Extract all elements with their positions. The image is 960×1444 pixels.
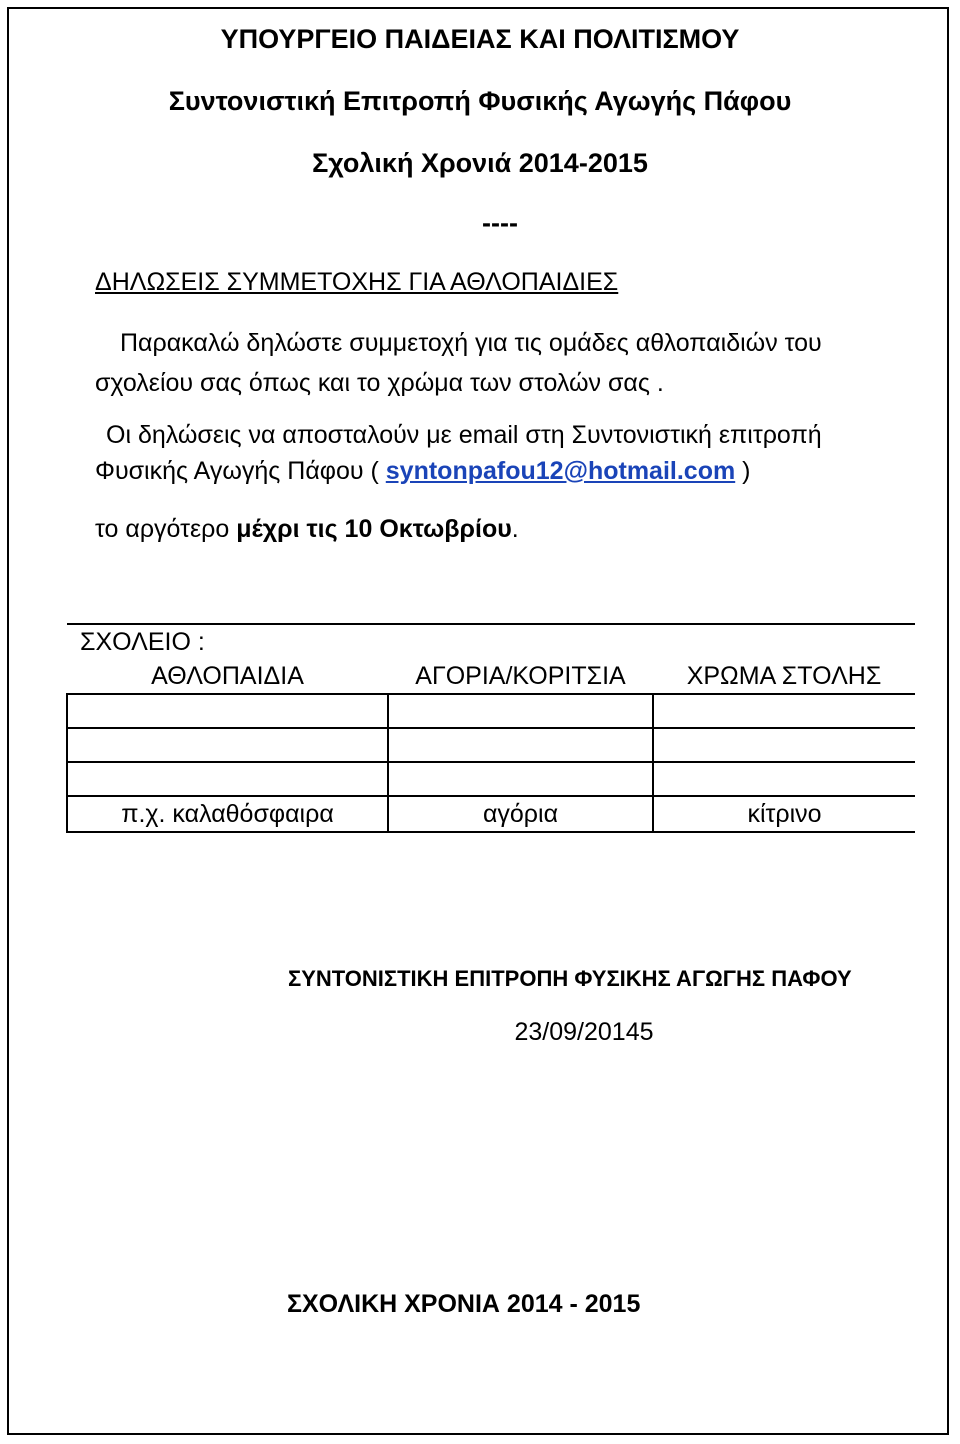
body-line-4: [95, 457, 750, 486]
deadline-text: μέχρι τις 10 Οκτωβρίου: [236, 515, 512, 543]
school-year-title: Σχολική Χρονιά 2014-2015: [312, 148, 648, 178]
body-line-5-suffix: .: [511, 515, 519, 543]
footer-date: 23/09/20145: [514, 1018, 654, 1046]
table-row: [67, 762, 915, 796]
separator: ----: [482, 208, 518, 238]
gender-cell[interactable]: [388, 694, 653, 728]
footer-school-year: ΣΧΟΛΙΚΗ ΧΡΟΝΙΑ 2014 - 2015: [287, 1290, 641, 1318]
gender-cell[interactable]: [388, 762, 653, 796]
example-uniform-color: κίτρινο: [653, 796, 915, 832]
column-header-gender: ΑΓΟΡΙΑ/ΚΟΡΙΤΣΙΑ: [388, 659, 653, 694]
body-line-2: σχολείου σας όπως και το χρώμα των στολών σας .: [95, 369, 664, 397]
committee-title: Συντονιστική Επιτροπή Φυσικής Αγωγής Πάφου: [168, 86, 792, 116]
body-line-5: [95, 515, 519, 544]
body-line-1: Παρακαλώ δηλώστε συμμετοχή για τις ομάδες αθλοπαιδιών του: [120, 329, 822, 357]
section-title: ΔΗΛΩΣΕΙΣ ΣΥΜΜΕΤΟΧΗΣ ΓΙΑ ΑΘΛΟΠΑΙΔΙΕΣ: [95, 268, 619, 296]
column-header-sport: ΑΘΛΟΠΑΙΔΙΑ: [67, 659, 388, 694]
example-sport: π.χ. καλαθόσφαιρα: [67, 796, 388, 832]
footer-committee: ΣΥΝΤΟΝΙΣΤΙΚΗ ΕΠΙΤΡΟΠΗ ΦΥΣΙΚΗΣ ΑΓΩΓΗΣ ΠΑΦΟΥ: [288, 966, 852, 991]
example-gender: αγόρια: [388, 796, 653, 832]
sport-cell[interactable]: [67, 728, 388, 762]
ministry-title: ΥΠΟΥΡΓΕΙΟ ΠΑΙΔΕΙΑΣ ΚΑΙ ΠΟΛΙΤΙΣΜΟΥ: [220, 24, 740, 54]
participation-form-table: [66, 623, 915, 833]
body-line-4-suffix: ): [735, 457, 751, 485]
body-line-3: Οι δηλώσεις να αποσταλούν με email στη Συντονιστική επιτροπή: [106, 421, 822, 449]
body-line-4-prefix: Φυσικής Αγωγής Πάφου (: [95, 457, 386, 485]
table-row: [67, 728, 915, 762]
table-row: [67, 694, 915, 728]
sport-cell[interactable]: [67, 762, 388, 796]
body-line-5-prefix: το αργότερο: [95, 515, 237, 543]
email-link[interactable]: syntonpafou12@hotmail.com: [385, 457, 736, 485]
uniform-color-cell[interactable]: [653, 762, 915, 796]
column-header-uniform-color: ΧΡΩΜΑ ΣΤΟΛΗΣ: [653, 659, 915, 694]
uniform-color-cell[interactable]: [653, 728, 915, 762]
school-label: ΣΧΟΛΕΙΟ :: [67, 624, 915, 659]
uniform-color-cell[interactable]: [653, 694, 915, 728]
sport-cell[interactable]: [67, 694, 388, 728]
example-row: [67, 796, 915, 832]
gender-cell[interactable]: [388, 728, 653, 762]
